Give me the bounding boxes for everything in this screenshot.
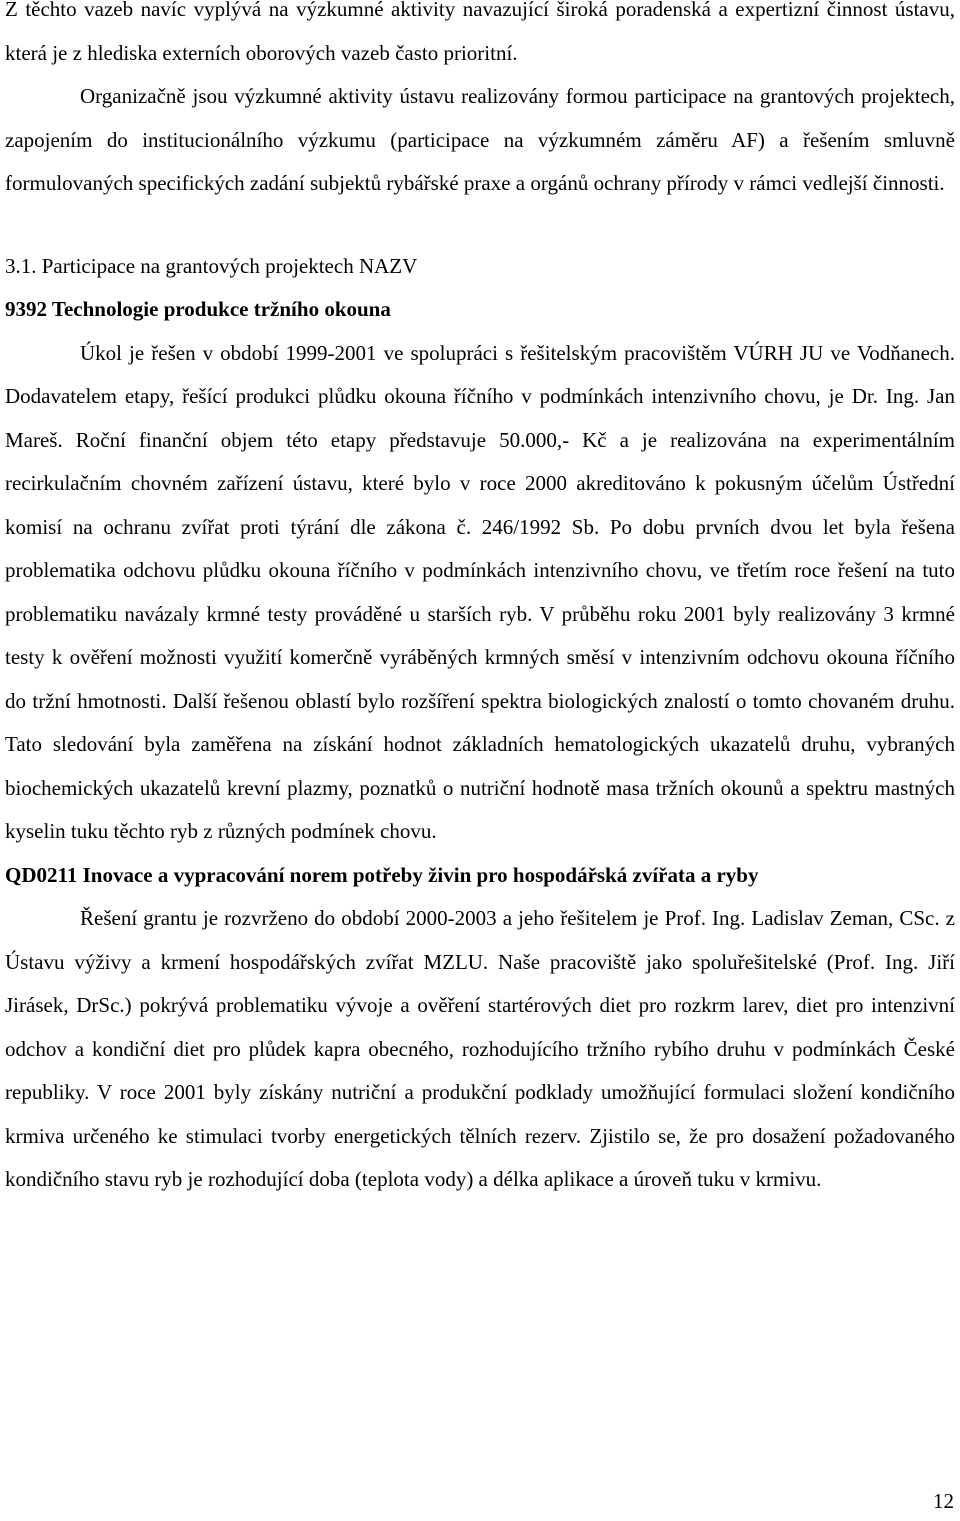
section-heading: 3.1. Participace na grantových projektech NAZV	[5, 253, 418, 278]
project-body-9392: Úkol je řešen v období 1999-2001 ve spolupráci s řešitelským pracovištěm VÚRH JU ve Vodňanech. Dodavatelem etapy, řešící produkci plůdku okouna říčního v podmínkách intenzivního chovu, je Dr. Ing. Jan Mareš. Roční finanční objem této etapy představuje 50.000,- Kč a je realizována na experimentálním recirkulačním chovném zařízení ústavu, které bylo v roce 2000 akreditováno k pokusným účelům Ústřední komisí na ochranu zvířat proti týrání dle zákona č. 246/1992 Sb. Po dobu prvních dvou let byla řešena problematika odchovu plůdku okouna říčního v podmínkách intenzivního chovu, ve třetím roce řešení na tuto problematiku navázaly krmné testy prováděné u starších ryb. V průběhu roku 2001 byly realizovány 3 krmné testy k ověření možnosti využití komerčně vyráběných krmných směsí v intenzivním odchovu okouna říčního do tržní hmotnosti. Další řešenou oblastí bylo rozšíření spektra biologických znalostí o tomto chovaném druhu. Tato sledování byla zaměřena na získání hodnot základních hematologických ukazatelů druhu, vybraných biochemických ukazatelů krevní plazmy, poznatků o nutriční hodnotě masa tržních okounů a spektru mastných kyselin tuku těchto ryb z různých podmínek chovu.	[5, 340, 955, 843]
document-page	[5, 0, 955, 1202]
project-title-9392: 9392 Technologie produkce tržního okouna	[5, 297, 391, 321]
paragraph-organization: Organizačně jsou výzkumné aktivity ústavu realizovány formou participace na grantových projektech, zapojením do institucionálního výzkumu (participace na výzkumném záměru AF) a řešením smluvně formulovaných specifických zadání subjektů rybářské praxe a orgánů ochrany přírody v rámci vedlejší činnosti.	[5, 84, 955, 195]
paragraph-intro: Z těchto vazeb navíc vyplývá na výzkumné aktivity navazující široká poradenská a expertizní činnost ústavu, která je z hlediska externích oborových vazeb často prioritní.	[5, 0, 955, 65]
project-body-qd0211: Řešení grantu je rozvrženo do období 2000-2003 a jeho řešitelem je Prof. Ing. Ladislav Zeman, CSc. z Ústavu výživy a krmení hospodářských zvířat MZLU. Naše pracoviště jako spoluřešitelské (Prof. Ing. Jiří Jirásek, DrSc.) pokrývá problematiku vývoje a ověření startérových diet pro rozkrm larev, diet pro intenzivní odchov a kondiční diet pro plůdek kapra obecného, rozhodujícího tržního rybího druhu v podmínkách České republiky. V roce 2001 byly získány nutriční a produkční podklady umožňující formulaci složení kondičního krmiva určeného ke stimulaci tvorby energetických tělních rezerv. Zjistilo se, že pro dosažení požadovaného kondičního stavu ryb je rozhodující doba (teplota vody) a délka aplikace a úroveň tuku v krmivu.	[5, 906, 955, 1191]
project-title-qd0211: QD0211 Inovace a vypracování norem potřeby živin pro hospodářská zvířata a ryby	[5, 862, 759, 887]
page-number: 12	[933, 1489, 954, 1513]
